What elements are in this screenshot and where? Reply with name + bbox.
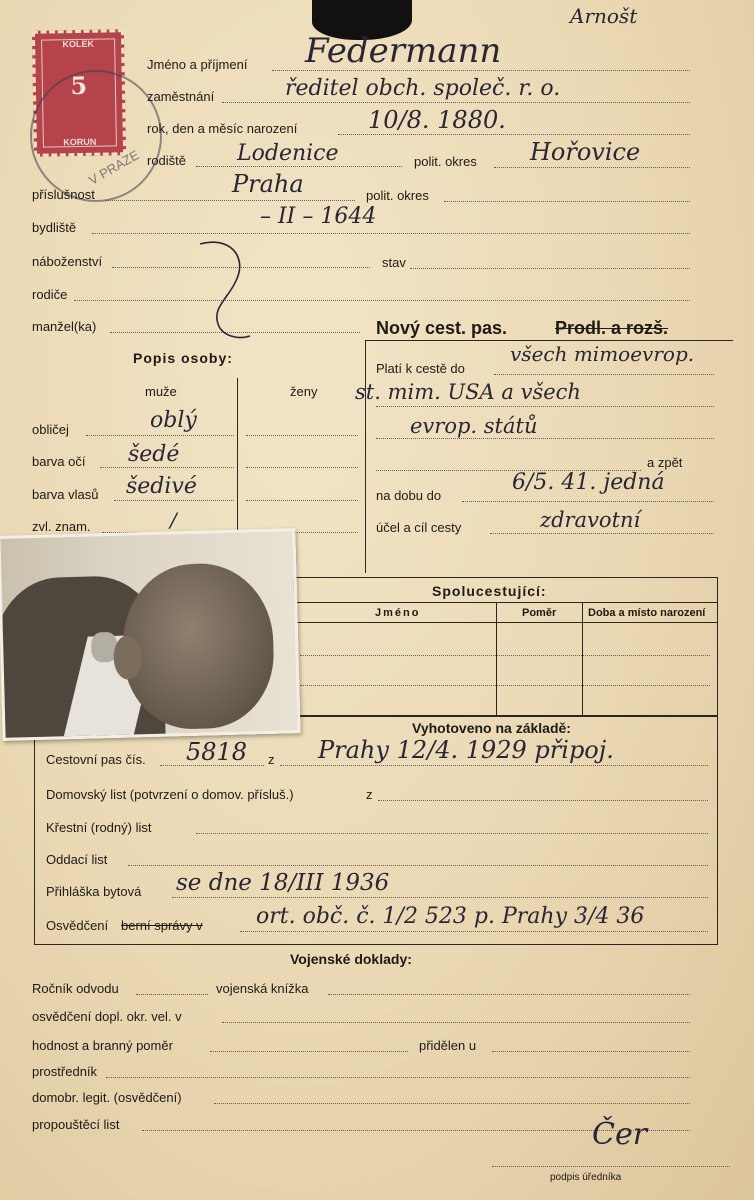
line-birth-date: [338, 134, 690, 135]
postmark-circle: [30, 70, 162, 202]
desc-label-hair: barva vlasů: [32, 487, 99, 502]
value-name: Federmann: [305, 31, 502, 71]
applicant-photo: [0, 528, 301, 741]
desc-value-marks: /: [170, 508, 177, 532]
basis-registration-label: Přihláška bytová: [46, 884, 142, 899]
basis-passport-number: 5818: [186, 738, 248, 766]
desc-value-hair: šedivé: [126, 474, 197, 499]
description-women-label: ženy: [290, 384, 318, 399]
frame-mid-vertical: [365, 340, 366, 573]
value-residence: – II – 1644: [260, 204, 377, 229]
military-certificate-label: osvědčení dopl. okr. vel. v: [32, 1009, 182, 1024]
signature-line: [492, 1166, 730, 1167]
stamp-bottom-text: KORUN: [63, 136, 97, 148]
description-men-label: muže: [145, 384, 177, 399]
basis-passport-value: Prahy 12/4. 1929 připoj.: [318, 736, 614, 764]
basis-passport-from-label: z: [268, 752, 275, 767]
stamp-top-text: KOLEK: [62, 38, 94, 50]
top-right-name: Arnošt: [570, 4, 638, 28]
military-rank-line: [210, 1051, 408, 1052]
passport-valid-value-2: st. mim. USA a všech: [355, 380, 581, 404]
passport-title-extension: Prodl. a rozš.: [555, 318, 669, 338]
passport-purpose-value: zdravotní: [540, 508, 641, 532]
label-birth-date: rok, den a měsíc narození: [147, 121, 298, 136]
military-intermediary-line: [106, 1077, 690, 1078]
desc-line-face-women: [246, 435, 358, 436]
passport-valid-line-3: [376, 438, 714, 439]
passport-valid-line-1: [494, 374, 714, 375]
basis-certificate-tax-office: berní správy v: [121, 918, 203, 933]
military-assigned-line: [492, 1051, 690, 1052]
basis-marriage-label: Oddací list: [46, 852, 108, 867]
value-citizenship: Praha: [232, 170, 304, 198]
label-spouse: manžel(ka): [32, 319, 97, 334]
passport-valid-value-3: evrop. států: [410, 414, 538, 438]
label-name: Jméno a příjmení: [147, 57, 248, 72]
description-title: Popis osoby:: [133, 350, 233, 366]
desc-label-marks: zvl. znam.: [32, 519, 91, 534]
passport-purpose-label: účel a cíl cesty: [376, 520, 462, 535]
basis-certificate-line: [240, 931, 708, 932]
companions-col-divider-2: [582, 602, 583, 715]
label-occupation: zaměstnání: [147, 89, 215, 104]
photo-head: [121, 562, 275, 731]
basis-baptism-label: Křestní (rodný) list: [46, 820, 152, 835]
passport-duration-line: [462, 501, 714, 502]
basis-passport-line: [280, 765, 708, 766]
desc-line-hair-women: [246, 500, 358, 501]
military-book-line: [328, 994, 690, 995]
label-marital: stav: [382, 255, 406, 270]
military-intermediary-label: prostředník: [32, 1064, 98, 1079]
label-residence: bydliště: [32, 220, 77, 235]
value-birth-district: Hořovice: [530, 138, 641, 166]
line-occupation: [222, 102, 690, 103]
basis-domicile-line: [378, 800, 708, 801]
companions-col-divider-1: [496, 602, 497, 715]
frame-top-right: [365, 340, 733, 341]
passport-duration-label: na dobu do: [376, 488, 442, 503]
value-birthplace: Lodenice: [237, 141, 339, 166]
line-citizenship-district: [444, 201, 690, 202]
passport-duration-value: 6/5. 41. jedná: [512, 470, 665, 495]
basis-domicile-label: Domovský list (potvrzení o domov. přísluš.): [46, 787, 294, 802]
military-rank-label: hodnost a branný poměr: [32, 1038, 173, 1053]
military-assigned-label: přidělen u: [419, 1038, 477, 1053]
basis-baptism-line: [196, 833, 708, 834]
label-religion: náboženství: [32, 254, 103, 269]
passport-valid-label: Platí k cestě do: [376, 361, 465, 376]
basis-marriage-line: [128, 865, 708, 866]
desc-line-eyes: [100, 467, 234, 468]
military-book-label: vojenská knížka: [216, 981, 309, 996]
desc-value-eyes: šedé: [128, 442, 180, 467]
passport-title-new: Nový cest. pas.: [376, 318, 508, 338]
label-birthplace: rodiště: [147, 153, 187, 168]
line-residence: [92, 233, 690, 234]
desc-line-face: [86, 435, 234, 436]
military-year-line: [136, 994, 208, 995]
label-citizenship: příslušnost: [32, 187, 95, 202]
companions-row-line-1: [300, 655, 710, 656]
military-discharge-label: propouštěcí list: [32, 1117, 120, 1132]
line-birthplace: [196, 166, 402, 167]
companions-col-birth: Doba a místo narození: [588, 607, 706, 619]
military-title: Vojenské doklady:: [290, 951, 412, 967]
basis-certificate-label: Osvědčení: [46, 918, 109, 933]
desc-value-face: oblý: [150, 408, 197, 433]
line-parents: [74, 300, 690, 301]
signature-label: podpis úředníka: [550, 1172, 622, 1183]
basis-registration-value: se dne 18/III 1936: [176, 870, 390, 896]
companions-col-name: Jméno: [375, 607, 421, 619]
cancel-scribble: [190, 236, 260, 346]
official-signature: Čer: [592, 1117, 648, 1152]
basis-certificate-value: ort. obč. č. 1/2 523 p. Prahy 3/4 36: [256, 904, 645, 929]
passport-valid-value-1: všech mimoevrop.: [510, 342, 695, 366]
line-citizenship: [105, 200, 355, 201]
companions-col-relation: Poměr: [522, 607, 557, 619]
basis-title: Vyhotoveno na základě:: [412, 720, 571, 736]
companions-header-divider: [293, 622, 717, 623]
desc-line-hair: [114, 500, 234, 501]
companions-title: Spolucestující:: [432, 583, 547, 599]
basis-registration-line: [172, 897, 708, 898]
passport-valid-line-2: [376, 406, 714, 407]
passport-return-label: a zpět: [647, 455, 683, 470]
line-marital: [410, 268, 690, 269]
desc-label-eyes: barva očí: [32, 454, 86, 469]
military-legit-line: [214, 1103, 690, 1104]
value-birth-date: 10/8. 1880.: [368, 106, 506, 134]
companions-title-divider: [293, 602, 717, 603]
desc-label-face: obličej: [32, 422, 69, 437]
desc-line-eyes-women: [246, 467, 358, 468]
line-birth-district: [494, 167, 690, 168]
companions-row-line-2: [300, 685, 710, 686]
label-citizenship-district: polit. okres: [366, 188, 429, 203]
stamp-value: 5: [70, 70, 88, 101]
military-legit-label: domobr. legit. (osvědčení): [32, 1090, 182, 1105]
basis-passport-label: Cestovní pas čís.: [46, 752, 146, 767]
passport-purpose-line: [490, 533, 714, 534]
military-certificate-line: [222, 1022, 690, 1023]
basis-domicile-from-label: z: [366, 787, 373, 802]
label-birth-district: polit. okres: [414, 154, 477, 169]
value-occupation: ředitel obch. společ. r. o.: [285, 76, 561, 101]
military-year-label: Ročník odvodu: [32, 981, 119, 996]
postmark-text: V PRAZE: [85, 147, 142, 188]
label-parents: rodiče: [32, 287, 68, 302]
